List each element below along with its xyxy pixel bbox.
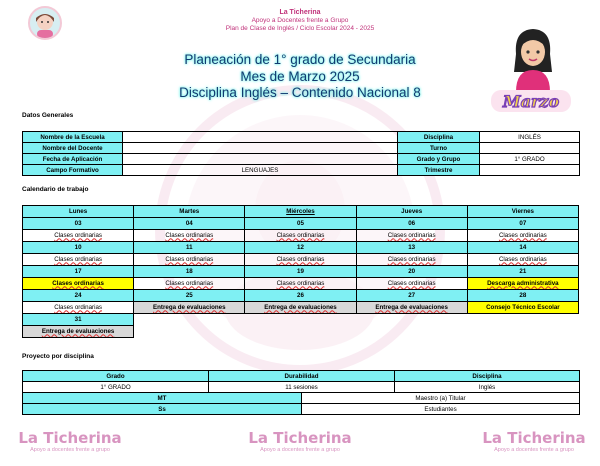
datos-label: Fecha de Aplicación: [23, 154, 123, 165]
calendar-day-header: Viernes: [467, 206, 578, 218]
datos-label: Nombre de la Escuela: [23, 132, 123, 143]
proyecto-table: [22, 370, 580, 415]
calendar-date-cell: 04: [134, 218, 245, 230]
footer-brand-right: [474, 430, 594, 453]
calendar-activity-label: Entrega de evaluaciones: [375, 303, 448, 311]
calendar-activity-cell: [467, 230, 578, 242]
datos-value-2: [480, 143, 580, 154]
calendar-date-cell: 14: [467, 242, 578, 254]
calendar-activity-label: Clases ordinarias: [276, 231, 325, 239]
calendar-activity-row: [23, 302, 579, 314]
calendar-activity-cell: [356, 278, 467, 290]
calendar-activity-cell: [134, 230, 245, 242]
calendar-activity-cell: [245, 326, 356, 338]
calendar-activity-cell: [245, 254, 356, 266]
calendar-date-cell: 10: [23, 242, 134, 254]
calendar-activity-cell: [23, 254, 134, 266]
calendar-activity-label: Clases ordinarias: [498, 255, 547, 263]
calendar-date-cell: 19: [245, 266, 356, 278]
brand-name: La Ticherina: [279, 9, 321, 16]
section-label-calendario: Calendario de trabajo: [22, 186, 89, 193]
proyecto-mt-row: [23, 393, 580, 404]
calendar-date-cell: 18: [134, 266, 245, 278]
calendar-activity-cell: [134, 254, 245, 266]
datos-value-2: INGLÉS: [480, 132, 580, 143]
calendar-activity-cell: [356, 302, 467, 314]
datos-label-2: Disciplina: [398, 132, 480, 143]
calendar-activity-label: Descarga administrativa: [487, 279, 559, 287]
proyecto-header-grado: Grado: [23, 371, 209, 382]
calendar-activity-cell: [245, 230, 356, 242]
datos-value: [123, 154, 398, 165]
calendar-header-row: [23, 206, 579, 218]
calendar-date-cell: 07: [467, 218, 578, 230]
calendar-activity-label: Entrega de evaluaciones: [153, 303, 226, 311]
calendar-date-cell: 05: [245, 218, 356, 230]
proyecto-header-disciplina: Disciplina: [395, 371, 580, 382]
calendar-date-row: [23, 266, 579, 278]
proyecto-ss-label: Ss: [23, 404, 302, 415]
calendar-activity-label: Consejo Técnico Escolar: [486, 303, 560, 311]
datos-row: [23, 165, 580, 176]
brand-tagline: Apoyo a Docentes frente a Grupo: [251, 17, 349, 25]
calendar-activity-label: Entrega de evaluaciones: [264, 303, 337, 311]
calendar-activity-row: [23, 254, 579, 266]
proyecto-value-grado: 1° GRADO: [23, 382, 209, 393]
calendar-activity-label: Clases ordinarias: [165, 255, 214, 263]
calendar-date-cell: 24: [23, 290, 134, 302]
calendar-date-row: [23, 290, 579, 302]
calendar-activity-row: [23, 278, 579, 290]
datos-label-2: Grado y Grupo: [398, 154, 480, 165]
calendar-activity-cell: [356, 326, 467, 338]
proyecto-value-disciplina: Inglés: [395, 382, 580, 393]
datos-label-2: Trimestre: [398, 165, 480, 176]
datos-value-2: [480, 165, 580, 176]
calendar-activity-cell: [23, 302, 134, 314]
calendar-activity-cell: [356, 254, 467, 266]
calendar-activity-label: Clases ordinarias: [387, 279, 436, 287]
month-badge: [488, 87, 574, 115]
calendar-date-cell: 17: [23, 266, 134, 278]
proyecto-value-durabilidad: 11 sesiones: [209, 382, 395, 393]
proyecto-mt-value: Maestro (a) Titular: [302, 393, 580, 404]
calendar-activity-label: Clases ordinarias: [276, 279, 325, 287]
calendar-date-row: [23, 314, 579, 326]
calendar-date-cell: 20: [356, 266, 467, 278]
datos-row: [23, 132, 580, 143]
section-label-datos-generales: Datos Generales: [22, 112, 74, 119]
datos-label-2: Turno: [398, 143, 480, 154]
proyecto-header-durabilidad: Durabilidad: [209, 371, 395, 382]
calendar-day-header: Lunes: [23, 206, 134, 218]
teacher-avatar: [508, 24, 558, 92]
calendar-day-header: Martes: [134, 206, 245, 218]
datos-row: [23, 154, 580, 165]
calendar-activity-cell: [23, 326, 134, 338]
calendar-date-cell: 12: [245, 242, 356, 254]
calendar-activity-cell: [467, 302, 578, 314]
footer-brand-center: [240, 430, 360, 453]
calendar-activity-label: Clases ordinarias: [54, 303, 102, 311]
calendar-activity-cell: [23, 278, 134, 290]
calendar-activity-cell: [467, 278, 578, 290]
proyecto-value-row: [23, 382, 580, 393]
calendar-activity-label: Clases ordinarias: [498, 231, 547, 239]
title-line-1: Planeación de 1° grado de Secundaria: [184, 52, 416, 67]
proyecto-header-row: [23, 371, 580, 382]
month-badge-text: Marzo: [502, 92, 560, 111]
calendar-activity-cell: [134, 278, 245, 290]
calendar-date-cell: [356, 314, 467, 326]
footer-brand-left-tagline: Apoyo a docentes frente a grupo: [30, 447, 110, 453]
calendar-activity-label: Clases ordinarias: [387, 255, 436, 263]
calendar-activity-cell: [467, 326, 578, 338]
footer-brand-left: [10, 430, 130, 453]
footer-brand-center-tagline: Apoyo a docentes frente a grupo: [260, 447, 340, 453]
calendar-activity-label: Clases ordinarias: [54, 231, 102, 239]
datos-generales-table: [22, 131, 580, 176]
title-line-2: Mes de Marzo 2025: [240, 68, 360, 84]
calendar-date-cell: 25: [134, 290, 245, 302]
calendar-activity-cell: [245, 302, 356, 314]
calendar-date-row: [23, 242, 579, 254]
calendar-activity-row: [23, 230, 579, 242]
proyecto-ss-value: Estudiantes: [302, 404, 580, 415]
brand-plan: Plan de Clase de Inglés / Ciclo Escolar 2024 - 2025: [225, 25, 375, 33]
calendar-activity-cell: [134, 326, 245, 338]
calendar-date-cell: 11: [134, 242, 245, 254]
calendar-date-cell: [134, 314, 245, 326]
calendar-activity-cell: [23, 230, 134, 242]
calendar-activity-cell: [245, 278, 356, 290]
footer-brand-right-name: La Ticherina: [482, 429, 586, 447]
section-label-proyecto: Proyecto por disciplina: [22, 353, 94, 360]
calendar-date-cell: 06: [356, 218, 467, 230]
datos-value-2: 1° GRADO: [480, 154, 580, 165]
proyecto-ss-row: [23, 404, 580, 415]
footer-brand-left-name: La Ticherina: [18, 429, 122, 447]
datos-label: Campo Formativo: [23, 165, 123, 176]
calendar-day-header: Miércoles: [245, 206, 356, 218]
calendar-activity-cell: [134, 302, 245, 314]
calendar-activity-label: Clases ordinarias: [165, 231, 214, 239]
calendar-table: [22, 205, 579, 338]
calendar-date-cell: 21: [467, 266, 578, 278]
calendar-date-row: [23, 218, 579, 230]
datos-row: [23, 143, 580, 154]
datos-value: [123, 132, 398, 143]
calendar-date-cell: [245, 314, 356, 326]
calendar-date-cell: 28: [467, 290, 578, 302]
calendar-day-header: Jueves: [356, 206, 467, 218]
calendar-activity-label: Clases ordinarias: [387, 231, 436, 239]
calendar-date-cell: 27: [356, 290, 467, 302]
footer-brand-center-name: La Ticherina: [248, 429, 352, 447]
title-line-3: Disciplina Inglés – Contenido Nacional 8: [179, 85, 421, 100]
calendar-activity-label: Clases ordinarias: [165, 279, 214, 287]
calendar-activity-label: Clases ordinarias: [54, 255, 102, 263]
calendar-activity-label: Clases ordinarias: [52, 279, 104, 287]
calendar-activity-row: [23, 326, 579, 338]
datos-label: Nombre del Docente: [23, 143, 123, 154]
proyecto-mt-label: MT: [23, 393, 302, 404]
calendar-date-cell: 26: [245, 290, 356, 302]
calendar-date-cell: 31: [23, 314, 134, 326]
calendar-date-cell: [467, 314, 578, 326]
calendar-activity-label: Clases ordinarias: [276, 255, 325, 263]
footer-brand-right-tagline: Apoyo a docentes frente a grupo: [494, 447, 574, 453]
calendar-activity-cell: [467, 254, 578, 266]
datos-value: LENGUAJES: [123, 165, 398, 176]
calendar-activity-label: Entrega de evaluaciones: [41, 327, 115, 335]
calendar-date-cell: 03: [23, 218, 134, 230]
calendar-activity-cell: [356, 230, 467, 242]
calendar-date-cell: 13: [356, 242, 467, 254]
datos-value: [123, 143, 398, 154]
